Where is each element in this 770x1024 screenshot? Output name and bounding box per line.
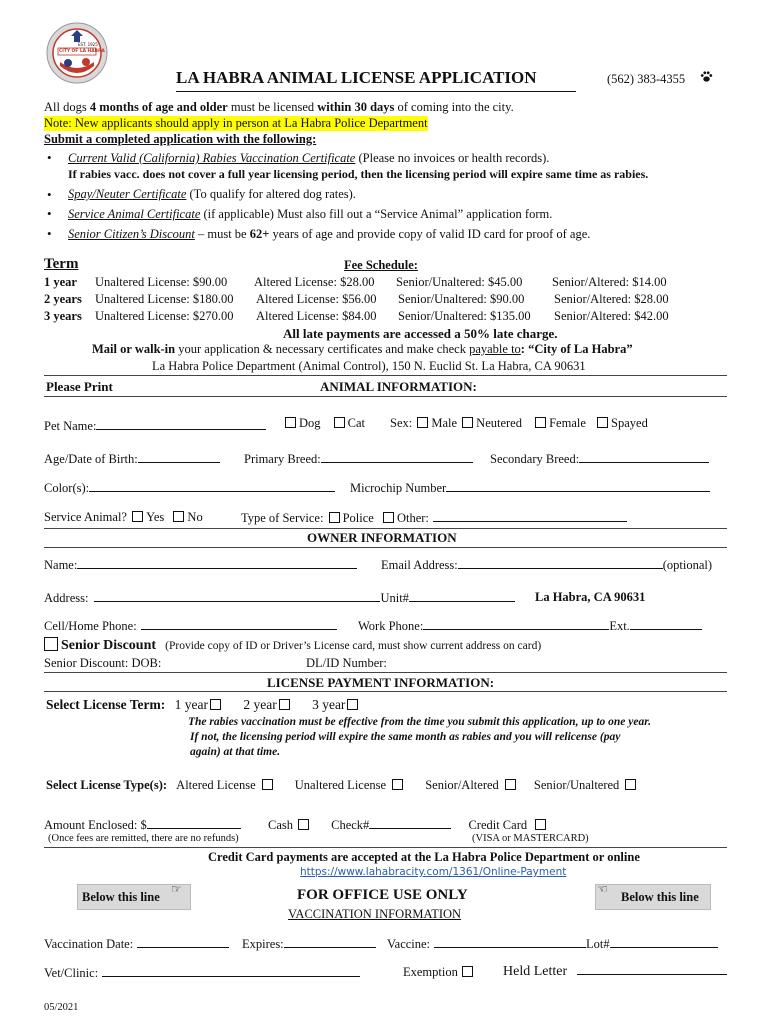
exemption-option: Exemption: [403, 965, 476, 980]
seal-text: CITY OF LA HABRA: [59, 49, 105, 54]
payment-info-heading: LICENSE PAYMENT INFORMATION:: [267, 675, 495, 690]
late-charge-note: All late payments are accessed a 50% late charge.: [283, 326, 558, 341]
owner-name-field[interactable]: Name:: [44, 557, 357, 573]
dl-id-field[interactable]: DL/ID Number:: [306, 656, 387, 670]
requirement-service: Service Animal Certificate (if applicable) Must also fill out a “Service Animal” application form.: [68, 207, 553, 221]
address-field[interactable]: Address: Unit#: [44, 590, 515, 606]
city-seal-logo: [46, 22, 108, 84]
service-yes-checkbox[interactable]: [132, 511, 143, 522]
exemption-checkbox[interactable]: [462, 966, 473, 977]
service-no-checkbox[interactable]: [173, 511, 184, 522]
sex-options: Sex: Male Neutered Female Spayed: [390, 416, 648, 430]
neutered-checkbox[interactable]: [462, 417, 473, 428]
below-line-left-label: Below this line: [82, 890, 160, 904]
bullet: •: [47, 206, 52, 221]
refund-note: (Once fees are remitted, there are no refunds): [48, 833, 239, 844]
please-print: Please Print: [46, 379, 113, 394]
other-service-input[interactable]: [433, 510, 627, 522]
mailing-address: La Habra Police Department (Animal Control), 150 N. Euclid St. La Habra, CA 90631: [152, 359, 586, 373]
rabies-subnote: If rabies vacc. does not cover a full year licensing period, then the licensing period will expire same time as rabies.: [68, 167, 649, 181]
primary-breed-field[interactable]: Primary Breed:: [244, 451, 473, 467]
bullet: •: [47, 226, 52, 241]
bullet: •: [47, 187, 52, 202]
license-type-select: Select License Type(s): Altered License Unaltered License Senior/Altered Senior/Unaltered: [46, 778, 639, 793]
office-use-heading: FOR OFFICE USE ONLY: [297, 887, 468, 903]
requirement-spay: Spay/Neuter Certificate (To qualify for altered dog rates).: [68, 187, 356, 201]
below-line-right-label: Below this line: [621, 890, 699, 904]
secondary-breed-field[interactable]: Secondary Breed:: [490, 451, 709, 467]
revision-date: 05/2021: [44, 1002, 79, 1013]
rabies-note-1: The rabies vaccination must be effective from the time you submit this application, up to one year.: [188, 716, 651, 728]
seal-est: EST. 1925: [78, 42, 98, 47]
senior-altered-checkbox[interactable]: [505, 779, 516, 790]
male-checkbox[interactable]: [417, 417, 428, 428]
fee-schedule-label: Fee Schedule:: [344, 258, 418, 272]
expires-field[interactable]: Expires:: [242, 936, 376, 952]
check-number-input[interactable]: [369, 817, 451, 829]
cell-phone-field[interactable]: Cell/Home Phone:: [44, 618, 337, 634]
held-letter-field[interactable]: Held Letter: [503, 963, 727, 980]
unaltered-license-checkbox[interactable]: [392, 779, 403, 790]
visa-note: (VISA or MASTERCARD): [472, 833, 589, 844]
rabies-note-3: again) at that time.: [190, 746, 281, 758]
mail-instructions: Mail or walk-in your application & necessary certificates and make check payable to: “City of La Habra”: [92, 342, 633, 356]
bullet: •: [47, 150, 52, 165]
requirement-rabies: Current Valid (California) Rabies Vaccination Certificate (Please no invoices or health records).: [68, 151, 550, 165]
term-3-year-checkbox[interactable]: [347, 699, 358, 710]
cash-checkbox[interactable]: [298, 819, 309, 830]
term-2-year-checkbox[interactable]: [279, 699, 290, 710]
paw-icon: [700, 70, 713, 83]
police-checkbox[interactable]: [329, 512, 340, 523]
pointing-hand-right-icon: ☜: [597, 882, 608, 896]
license-term-select: Select License Term: 1 year 2 year 3 year: [46, 697, 361, 713]
service-animal-options: Service Animal? Yes No: [44, 510, 203, 524]
work-phone-field[interactable]: Work Phone: Ext.: [358, 618, 702, 634]
animal-info-heading: ANIMAL INFORMATION:: [320, 379, 477, 394]
vaccination-date-field[interactable]: Vaccination Date:: [44, 936, 229, 952]
payment-methods: Cash Check# Credit Card: [268, 817, 549, 833]
cat-checkbox[interactable]: [334, 417, 345, 428]
female-checkbox[interactable]: [535, 417, 546, 428]
page-title: LA HABRA ANIMAL LICENSE APPLICATION: [176, 68, 537, 87]
vaccination-info-heading: VACCINATION INFORMATION: [288, 907, 462, 921]
altered-license-checkbox[interactable]: [262, 779, 273, 790]
email-field[interactable]: Email Address: (optional): [381, 558, 713, 572]
species-options: Dog Cat: [283, 416, 365, 431]
phone-number: (562) 383-4355: [607, 72, 686, 86]
microchip-field[interactable]: Microchip Number: [350, 480, 710, 496]
spayed-checkbox[interactable]: [597, 417, 608, 428]
credit-card-checkbox[interactable]: [535, 819, 546, 830]
service-type-options: Type of Service: Police Other:: [241, 510, 627, 526]
requirement-senior: Senior Citizen’s Discount – must be 62+ years of age and provide copy of valid ID card for proof of age.: [68, 227, 591, 241]
online-payment-link[interactable]: https://www.lahabracity.com/1361/Online-Payment: [300, 866, 567, 878]
senior-unaltered-checkbox[interactable]: [625, 779, 636, 790]
age-dob-field[interactable]: Age/Date of Birth:: [44, 451, 220, 467]
rabies-note-2: If not, the licensing period will expire the same month as rabies and you will relicense (pay: [190, 731, 621, 743]
city-state-zip: La Habra, CA 90631: [535, 590, 646, 604]
intro-paragraph: All dogs 4 months of age and older must be licensed within 30 days of coming into the city.: [44, 100, 514, 114]
vet-clinic-field[interactable]: Vet/Clinic:: [44, 965, 360, 981]
senior-discount-checkbox[interactable]: [44, 637, 58, 651]
senior-dob-field[interactable]: Senior Discount: DOB:: [44, 656, 162, 670]
submit-heading: Submit a completed application with the following:: [44, 132, 317, 146]
pet-name-field[interactable]: Pet Name:: [44, 418, 266, 434]
credit-card-note: Credit Card payments are accepted at the La Habra Police Department or online: [208, 850, 640, 864]
other-checkbox[interactable]: [383, 512, 394, 523]
owner-info-heading: OWNER INFORMATION: [307, 530, 457, 545]
senior-discount-row: Senior Discount (Provide copy of ID or Driver’s License card, must show current address on card): [44, 637, 541, 654]
amount-enclosed-field[interactable]: Amount Enclosed: $: [44, 817, 241, 833]
note-highlight: Note: New applicants should apply in person at La Habra Police Department: [44, 116, 428, 130]
term-label: Term: [44, 256, 79, 272]
vaccine-field[interactable]: Vaccine: Lot#: [387, 936, 718, 952]
dog-checkbox[interactable]: [285, 417, 296, 428]
pointing-hand-left-icon: ☞: [171, 882, 182, 896]
colors-field[interactable]: Color(s):: [44, 480, 335, 496]
term-1-year-checkbox[interactable]: [210, 699, 221, 710]
